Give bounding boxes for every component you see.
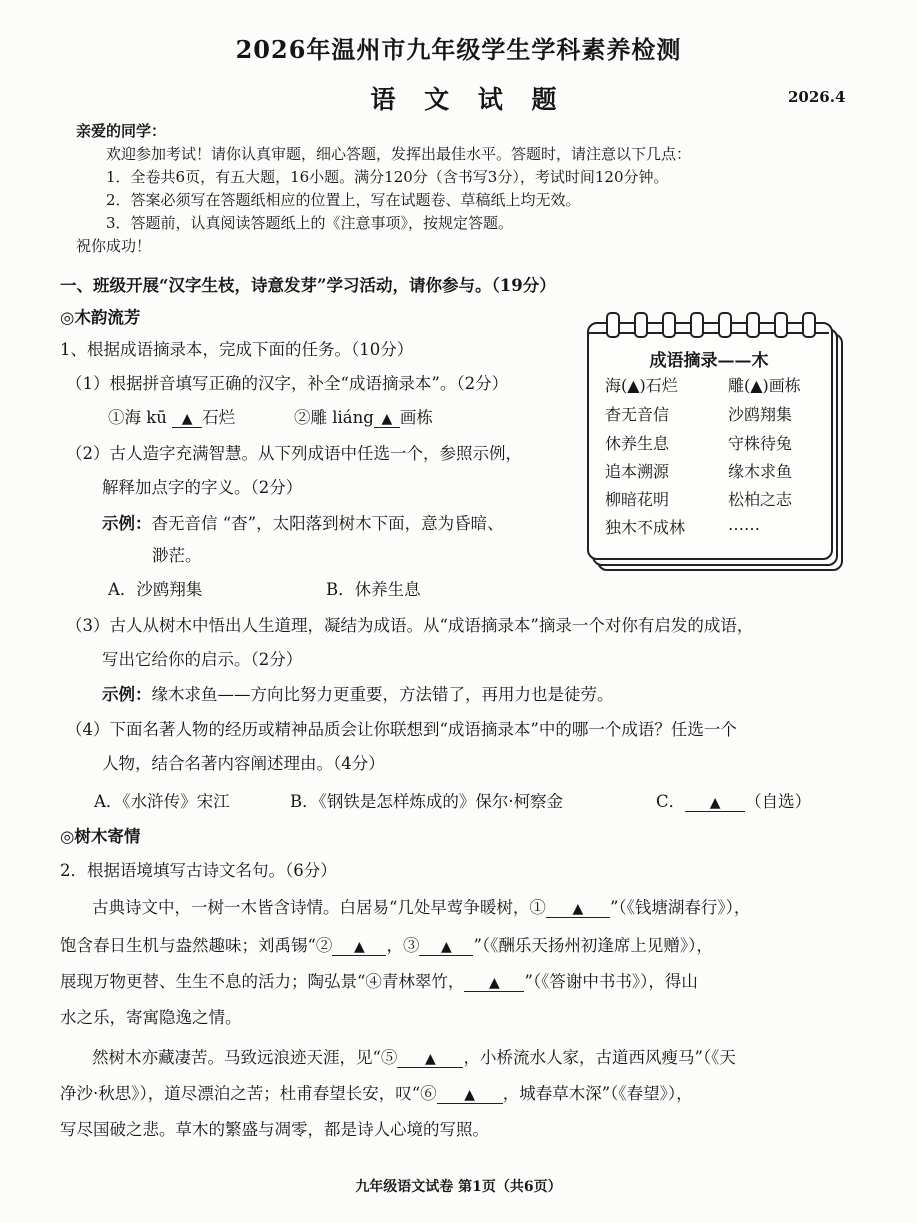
section-1-heading: 一、班级开展“汉字生枝，诗意发芽”学习活动，请你参与。（19分） [60, 276, 556, 295]
answer-blank-2[interactable] [374, 410, 400, 428]
notice-item-2: 2．答案必须写在答题纸相应的位置上，写在试题卷、草稿纸上均无效。 [106, 191, 581, 209]
poem-blank-6[interactable] [437, 1086, 503, 1104]
text: 古典诗文中，一树一木皆含诗情。白居易“几处早莺争暖树，① [92, 898, 546, 917]
subsection-mu-yun-liu-fang: ◎木韵流芳 [60, 308, 141, 327]
notebook-entry: 缘木求鱼 [728, 462, 793, 481]
text: ，小桥流水人家，古道西风瘦马”（《天 [463, 1048, 736, 1067]
text: 饱含春日生机与盎然趣味；刘禹锡“② [60, 936, 333, 955]
poem-blank-4[interactable] [464, 974, 524, 992]
option-c-label: C． [656, 792, 686, 811]
exam-title: 2026年温州市九年级学生学科素养检测 [235, 35, 682, 64]
example-label: 示例： [102, 514, 152, 533]
text: 净沙·秋思》），道尽漂泊之苦；杜甫春望长安，叹“⑥ [60, 1084, 437, 1103]
notebook-entry: …… [728, 515, 760, 534]
example-text: 杳无音信 “杳”，太阳落到树木下面，意为昏暗、 [151, 514, 504, 533]
notebook-title: 成语摘录——木 [649, 351, 769, 371]
option-b: B．休养生息 [326, 580, 421, 599]
triangle-icon: ▲ [425, 1051, 436, 1067]
text: ”（《酬乐天扬州初逢席上见赠》）， [473, 936, 713, 955]
notebook-ring-icon [718, 312, 732, 338]
notice-item-1: 1．全卷共6页，有五大题，16小题。满分120分（含书写3分），考试时间120分钟。 [106, 168, 669, 186]
text-hua-dong: 画栋 [399, 408, 433, 427]
question-2: 2．根据语境填写古诗文名句。（6分） [60, 861, 337, 880]
question-1-3-example [102, 681, 614, 705]
triangle-icon: ▲ [381, 411, 393, 427]
question-1: 1、根据成语摘录本，完成下面的任务。（10分） [60, 340, 414, 359]
pinyin-liang: ②雕 liáng [294, 408, 374, 427]
exam-date: 2026.4 [788, 88, 846, 106]
page-footer: 九年级语文试卷 第1页（共6页） [355, 1179, 562, 1195]
notebook-entry: 守株待兔 [728, 434, 793, 453]
poem-paragraph-line-4: 水之乐，寄寓隐逸之情。 [60, 1008, 242, 1027]
notebook-ring-icon [634, 312, 648, 338]
text-shi-lan: 石烂 [202, 408, 236, 427]
poem-paragraph-line-6 [60, 1080, 693, 1104]
poem-paragraph-line-1 [92, 894, 750, 918]
notice-intro: 欢迎参加考试！请你认真审题，细心答题，发挥出最佳水平。答题时，请注意以下几点： [106, 145, 692, 163]
option-a: A．沙鸥翔集 [108, 580, 203, 599]
notice-closing: 祝你成功！ [76, 237, 152, 255]
triangle-icon: ▲ [709, 795, 721, 811]
notebook-entry: 松柏之志 [728, 490, 793, 509]
question-1-1-item-a [108, 404, 235, 428]
question-1-3-line-2: 写出它给你的启示。（2分） [102, 650, 303, 669]
notebook-binding-bar [587, 322, 829, 334]
question-1-1-item-b [294, 404, 433, 428]
option-b-paul: B．《钢铁是怎样炼成的》保尔·柯察金 [290, 792, 564, 811]
notebook-ring-icon [746, 312, 760, 338]
notebook-ring-icon [690, 312, 704, 338]
triangle-icon: ▲ [464, 1087, 476, 1103]
text: 展现万物更替、生生不息的活力；陶弘景“④青林翠竹， [60, 972, 465, 991]
poem-blank-2[interactable] [332, 938, 386, 956]
text: ”（《答谢中书书》），得山 [524, 972, 698, 991]
answer-blank-1[interactable] [172, 410, 202, 428]
poem-blank-1[interactable] [546, 900, 610, 918]
example-label: 示例： [102, 685, 152, 704]
notebook-ring-icon [802, 312, 816, 338]
option-c-note: （自选） [745, 792, 812, 811]
notice-greeting: 亲爱的同学： [76, 122, 167, 140]
triangle-icon: ▲ [181, 411, 193, 427]
notebook-entry: 独木不成林 [605, 518, 686, 537]
question-1-2-example [102, 510, 504, 534]
triangle-icon: ▲ [441, 939, 452, 955]
option-c-custom [656, 788, 811, 812]
poem-paragraph-line-3 [60, 968, 698, 992]
notebook-entry: 海(▲)石烂 [605, 376, 678, 395]
answer-blank-option-c[interactable] [685, 794, 745, 812]
question-1-4-line-1: （4）下面名著人物的经历或精神品质会让你联想到“成语摘录本”中的哪一个成语？任选一个 [66, 720, 737, 739]
text: ，城春草木深”（《春望》）， [502, 1084, 693, 1103]
triangle-icon: ▲ [572, 901, 584, 917]
question-1-3-line-1: （3）古人从树木中悟出人生道理，凝结为成语。从“成语摘录本”摘录一个对你有启发的成语， [66, 616, 754, 635]
notebook-entry: 杳无音信 [605, 405, 670, 424]
poem-paragraph-line-2 [60, 932, 713, 956]
poem-blank-5[interactable] [397, 1050, 463, 1068]
question-1-2-line-2: 解释加点字的字义。（2分） [102, 478, 303, 497]
option-a-song-jiang: A．《水浒传》宋江 [94, 792, 230, 811]
triangle-icon: ▲ [489, 975, 500, 991]
notebook-entry: 雕(▲)画栋 [728, 376, 801, 395]
example-text: 缘木求鱼——方向比努力更重要，方法错了，再用力也是徒劳。 [151, 685, 614, 704]
question-1-2-example-cont: 渺茫。 [152, 546, 202, 565]
text: ”（《钱塘湖春行》）， [609, 898, 751, 917]
notebook-entry: 休养生息 [605, 434, 670, 453]
exam-subtitle: 语 文 试 题 [370, 85, 567, 114]
text: 然树木亦藏凄苦。马致远浪迹天涯，见“⑤ [92, 1048, 398, 1067]
notebook-ring-icon [774, 312, 788, 338]
subsection-shu-mu-ji-qing: ◎树木寄情 [60, 827, 141, 846]
notebook-ring-icon [606, 312, 620, 338]
notebook-entry: 柳暗花明 [605, 490, 670, 509]
question-1-4-line-2: 人物，结合名著内容阐述理由。（4分） [102, 754, 385, 773]
notebook-ring-icon [662, 312, 676, 338]
notice-item-3: 3．答题前，认真阅读答题纸上的《注意事项》，按规定答题。 [106, 214, 514, 232]
poem-paragraph-line-5 [92, 1044, 736, 1068]
pinyin-ku: ①海 kū [108, 408, 167, 427]
question-1-2-line-1: （2）古人造字充满智慧。从下列成语中任选一个，参照示例， [66, 444, 522, 463]
triangle-icon: ▲ [354, 939, 365, 955]
notebook-entry: 沙鸥翔集 [728, 405, 793, 424]
poem-blank-3[interactable] [419, 938, 473, 956]
poem-paragraph-line-7: 写尽国破之悲。草木的繁盛与凋零，都是诗人心境的写照。 [60, 1120, 489, 1139]
text: ，③ [386, 936, 420, 955]
question-1-1: （1）根据拼音填写正确的汉字，补全“成语摘录本”。（2分） [66, 374, 509, 393]
notebook-entry: 追本溯源 [605, 462, 670, 481]
